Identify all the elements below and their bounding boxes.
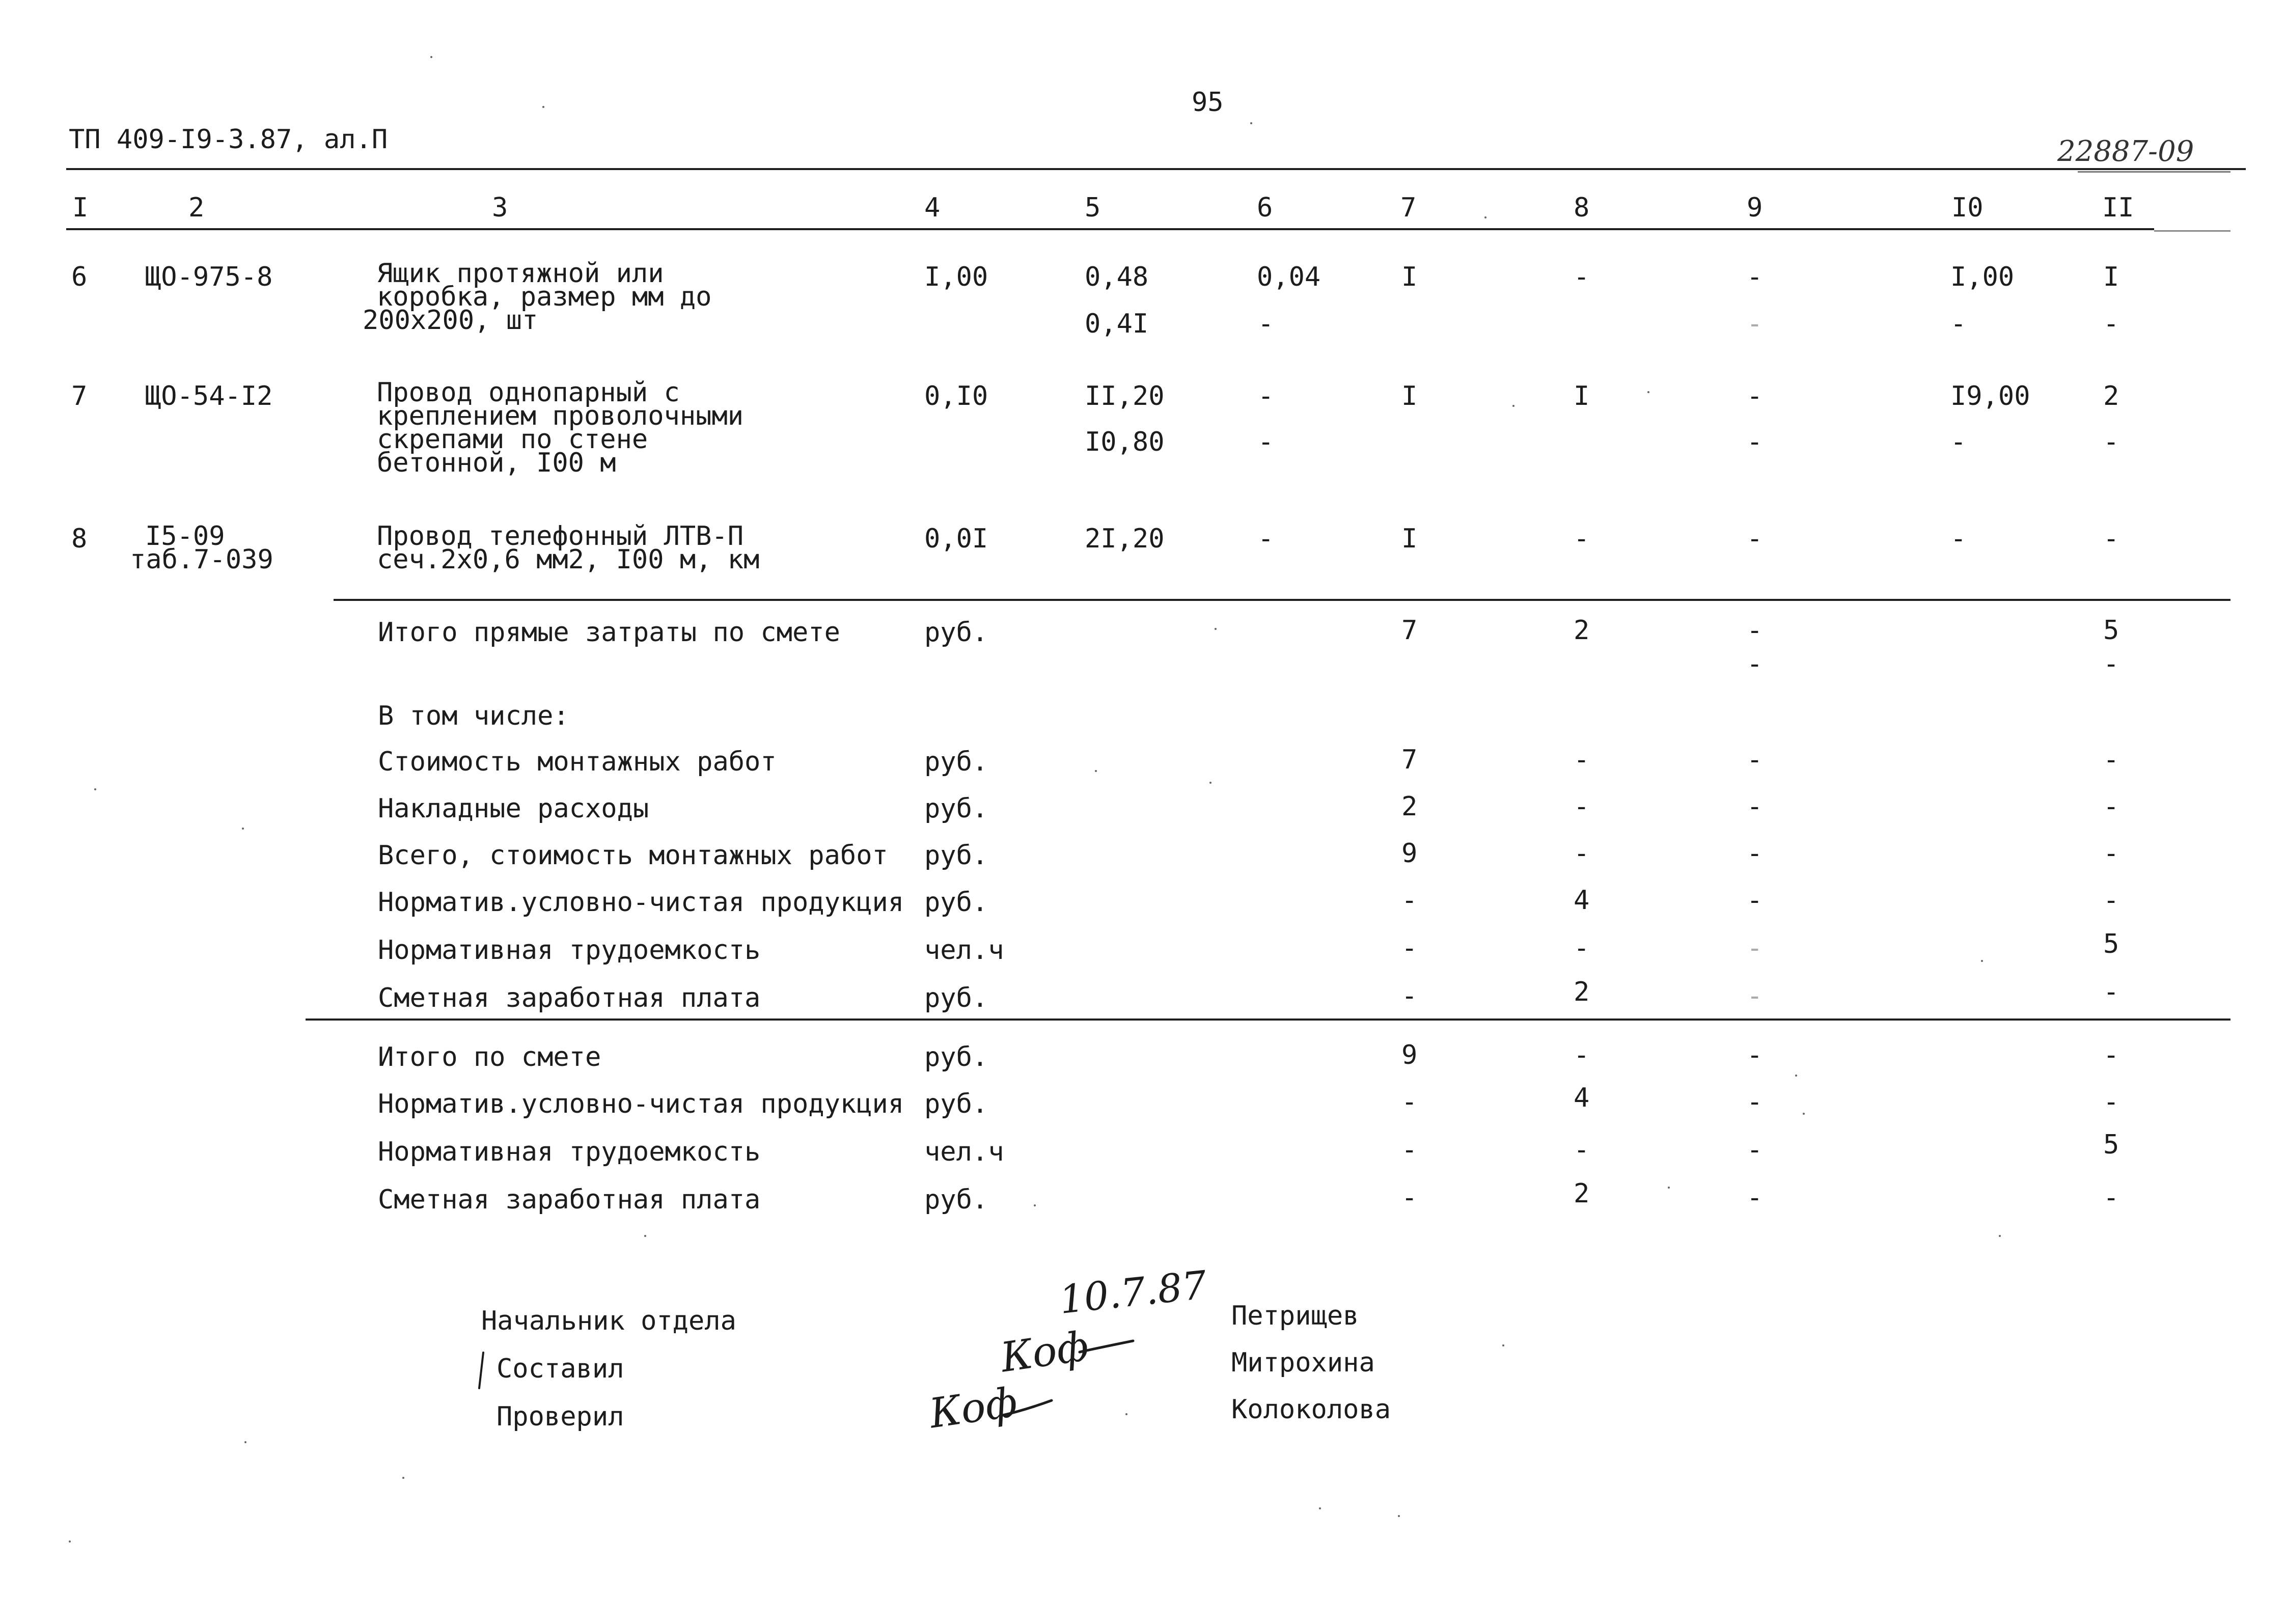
scan-speck — [1125, 1413, 1127, 1415]
signature-stroke-icon — [998, 1395, 1059, 1421]
col10-value-2: - — [1950, 309, 1967, 339]
col7-value: I — [1401, 262, 1418, 292]
summary-unit: чел.ч — [924, 935, 1004, 966]
items-end-rule — [334, 599, 2230, 601]
scan-speck — [1215, 628, 1217, 630]
col-header-2: 2 — [188, 192, 205, 223]
scan-speck — [1398, 1515, 1400, 1517]
summary-unit: руб. — [924, 793, 988, 824]
col8-value: 2 — [1574, 977, 1590, 1007]
column-header-rule-tail — [2154, 230, 2230, 232]
signature-role: Проверил — [497, 1401, 624, 1432]
col-header-8: 8 — [1574, 192, 1590, 223]
col11-value: 5 — [2103, 929, 2119, 959]
scan-speck — [1209, 782, 1211, 784]
scan-speck — [69, 1540, 71, 1543]
col9-value: - — [1747, 262, 1763, 292]
col9-value: - — [1747, 1182, 1763, 1213]
handwritten-signature: Коф — [998, 1322, 1092, 1382]
row-number: 7 — [71, 381, 88, 411]
col9-value: - — [1747, 791, 1763, 822]
summary-label: Всего, стоимость монтажных работ — [378, 840, 888, 871]
item-description: Провод однопарный с креплением проволочными скрепами по стене бетонной, I00 м — [377, 377, 744, 478]
rate-code: I5-09 таб.7-039 — [130, 521, 273, 575]
summary-unit: руб. — [924, 983, 988, 1013]
col10-value: I9,00 — [1950, 381, 2030, 411]
col8-value: - — [1574, 1040, 1590, 1070]
including-label: В том числе: — [378, 701, 569, 731]
col6-value: - — [1258, 381, 1274, 411]
col7-value: 9 — [1401, 838, 1418, 869]
scan-speck — [1981, 960, 1983, 962]
col11-value: - — [2103, 838, 2119, 869]
scan-speck — [1034, 1204, 1036, 1206]
col8-value: 4 — [1574, 1083, 1590, 1113]
col7-value: - — [1401, 1087, 1418, 1117]
col10-value: - — [1950, 524, 1967, 554]
col10-value-2: - — [1950, 427, 1967, 457]
summary-unit: руб. — [924, 1185, 988, 1215]
col5-value: 0,48 — [1085, 262, 1149, 292]
col7-value: 9 — [1401, 1040, 1418, 1070]
signature-role: Составил — [497, 1354, 624, 1384]
col-header-9: 9 — [1747, 192, 1763, 223]
handwritten-date: 10.7.87 — [1057, 1262, 1209, 1323]
col7-value: - — [1401, 885, 1418, 916]
col11-value: - — [2103, 524, 2119, 554]
col-header-4: 4 — [924, 192, 941, 223]
rate-code: ЩО-54-I2 — [145, 381, 273, 411]
scan-speck — [1484, 216, 1486, 218]
col11-value: 5 — [2103, 1130, 2119, 1160]
col9-value-2: - — [1747, 427, 1763, 457]
signature-role: Начальник отдела — [481, 1306, 736, 1336]
summary-label: Сметная заработная плата — [378, 1185, 761, 1215]
col9-value: - — [1747, 933, 1763, 964]
signature-stroke-icon — [1077, 1337, 1138, 1357]
scan-speck — [242, 828, 244, 830]
summary-unit: чел.ч — [924, 1137, 1004, 1167]
col6-value: - — [1258, 524, 1274, 554]
header-top-rule-tail — [2078, 171, 2230, 173]
signatory-name: Петрищев — [1231, 1301, 1359, 1331]
col7-value: I — [1401, 524, 1418, 554]
col11-value: - — [2103, 1040, 2119, 1070]
header-top-rule — [66, 168, 2246, 170]
col7-value: - — [1401, 1135, 1418, 1165]
col8-value: - — [1574, 933, 1590, 964]
summary-unit: руб. — [924, 1089, 988, 1119]
col8-value: I — [1574, 381, 1590, 411]
col9-value: - — [1747, 745, 1763, 775]
col7-value: I — [1401, 381, 1418, 411]
scan-speck — [644, 1235, 646, 1237]
summary-label: Норматив.условно-чистая продукция — [378, 887, 904, 918]
col11-value: - — [2103, 791, 2119, 822]
column-header-rule — [66, 228, 2154, 230]
col8-value: - — [1574, 838, 1590, 869]
col11-value: - — [2103, 885, 2119, 916]
col8-value: 2 — [1574, 615, 1590, 646]
handwritten-signature: Коф — [926, 1378, 1021, 1438]
col11-value: 5 — [2103, 615, 2119, 646]
scan-speck — [1803, 1113, 1805, 1115]
summary-label: Сметная заработная плата — [378, 983, 761, 1013]
col9-value: - — [1747, 381, 1763, 411]
col11-value-2: - — [2103, 649, 2119, 679]
col5-value-2: 0,4I — [1085, 309, 1149, 339]
col9-value: - — [1747, 524, 1763, 554]
col8-value: 2 — [1574, 1178, 1590, 1209]
quantity: I,00 — [924, 262, 988, 292]
col9-value: - — [1747, 1040, 1763, 1070]
scan-speck — [244, 1441, 246, 1443]
col11-value: - — [2103, 1182, 2119, 1213]
row-number: 8 — [71, 524, 88, 554]
col9-value: - — [1747, 1135, 1763, 1165]
col-header-3: 3 — [492, 192, 508, 223]
scan-speck — [1647, 391, 1649, 393]
col7-value: 7 — [1401, 615, 1418, 646]
col9-value-2: - — [1747, 649, 1763, 679]
subtotals-end-rule — [306, 1019, 2230, 1021]
col-header-6: 6 — [1257, 192, 1273, 223]
col-header-1: I — [72, 192, 89, 223]
col8-value: 4 — [1574, 885, 1590, 916]
col8-value: - — [1574, 524, 1590, 554]
row-number: 6 — [71, 262, 88, 292]
scan-speck — [402, 1477, 404, 1479]
col7-value: - — [1401, 933, 1418, 964]
col6-value: 0,04 — [1257, 262, 1321, 292]
summary-unit: руб. — [924, 887, 988, 918]
col-header-11: II — [2102, 192, 2134, 223]
margin-mark-icon — [476, 1351, 486, 1391]
scan-speck — [542, 106, 544, 108]
summary-label: Итого прямые затраты по смете — [378, 617, 840, 648]
scan-speck — [1502, 1344, 1504, 1346]
col-header-5: 5 — [1085, 192, 1101, 223]
summary-label: Накладные расходы — [378, 793, 649, 824]
col9-value-2: - — [1747, 309, 1763, 339]
signatory-name: Митрохина — [1231, 1347, 1375, 1378]
col11-value: - — [2103, 745, 2119, 775]
rate-code: ЩО-975-8 — [145, 262, 273, 292]
col7-value: 7 — [1401, 745, 1418, 775]
col8-value: - — [1574, 791, 1590, 822]
quantity: 0,I0 — [924, 381, 988, 411]
summary-label: Нормативная трудоемкость — [378, 1137, 761, 1167]
col7-value: 2 — [1401, 791, 1418, 822]
scan-speck — [94, 788, 96, 790]
quantity: 0,0I — [924, 524, 988, 554]
col11-value: - — [2103, 1087, 2119, 1117]
col9-value: - — [1747, 1087, 1763, 1117]
col8-value: - — [1574, 1135, 1590, 1165]
col6-value-2: - — [1258, 309, 1274, 339]
col6-value-2: - — [1258, 427, 1274, 457]
summary-label: Итого по смете — [378, 1042, 601, 1072]
signatory-name: Колоколова — [1231, 1394, 1391, 1425]
col8-value: - — [1574, 262, 1590, 292]
summary-unit: руб. — [924, 747, 988, 777]
col11-value: - — [2103, 977, 2119, 1007]
summary-unit: руб. — [924, 617, 988, 648]
scan-speck — [1795, 1075, 1797, 1077]
col5-value-2: I0,80 — [1085, 427, 1165, 457]
col11-value-2: - — [2103, 427, 2119, 457]
col-header-7: 7 — [1400, 192, 1417, 223]
scan-speck — [1319, 1507, 1321, 1509]
inventory-stamp-number: 22887-09 — [2057, 135, 2194, 168]
col9-value: - — [1747, 615, 1763, 646]
item-description: Ящик протяжной или коробка, размер мм до 200x200, шт — [363, 258, 712, 336]
col9-value: - — [1747, 981, 1763, 1011]
item-description: Провод телефонный ЛТВ-П сеч.2x0,6 мм2, I00 м, км — [377, 521, 760, 575]
col-header-10: I0 — [1951, 192, 1984, 223]
summary-label: Стоимость монтажных работ — [378, 747, 777, 777]
summary-unit: руб. — [924, 1042, 988, 1072]
col11-value: 2 — [2103, 381, 2119, 411]
col7-value: - — [1401, 981, 1418, 1011]
scan-speck — [1668, 1187, 1670, 1189]
scan-speck — [1512, 405, 1514, 407]
col8-value: - — [1574, 745, 1590, 775]
scan-speck — [430, 56, 432, 58]
col11-value: I — [2103, 262, 2119, 292]
col5-value: II,20 — [1085, 381, 1165, 411]
scan-speck — [1999, 1235, 2001, 1237]
col5-value: 2I,20 — [1085, 524, 1165, 554]
document-code: ТП 409-I9-3.87, ал.П — [69, 124, 388, 155]
col9-value: - — [1747, 838, 1763, 869]
page-number: 95 — [1192, 87, 1224, 118]
col7-value: - — [1401, 1182, 1418, 1213]
summary-label: Нормативная трудоемкость — [378, 935, 761, 966]
summary-label: Норматив.условно-чистая продукция — [378, 1089, 904, 1119]
col10-value: I,00 — [1950, 262, 2015, 292]
summary-unit: руб. — [924, 840, 988, 871]
scan-speck — [1095, 770, 1097, 772]
scan-speck — [1250, 122, 1252, 124]
col11-value-2: - — [2103, 309, 2119, 339]
col9-value: - — [1747, 885, 1763, 916]
